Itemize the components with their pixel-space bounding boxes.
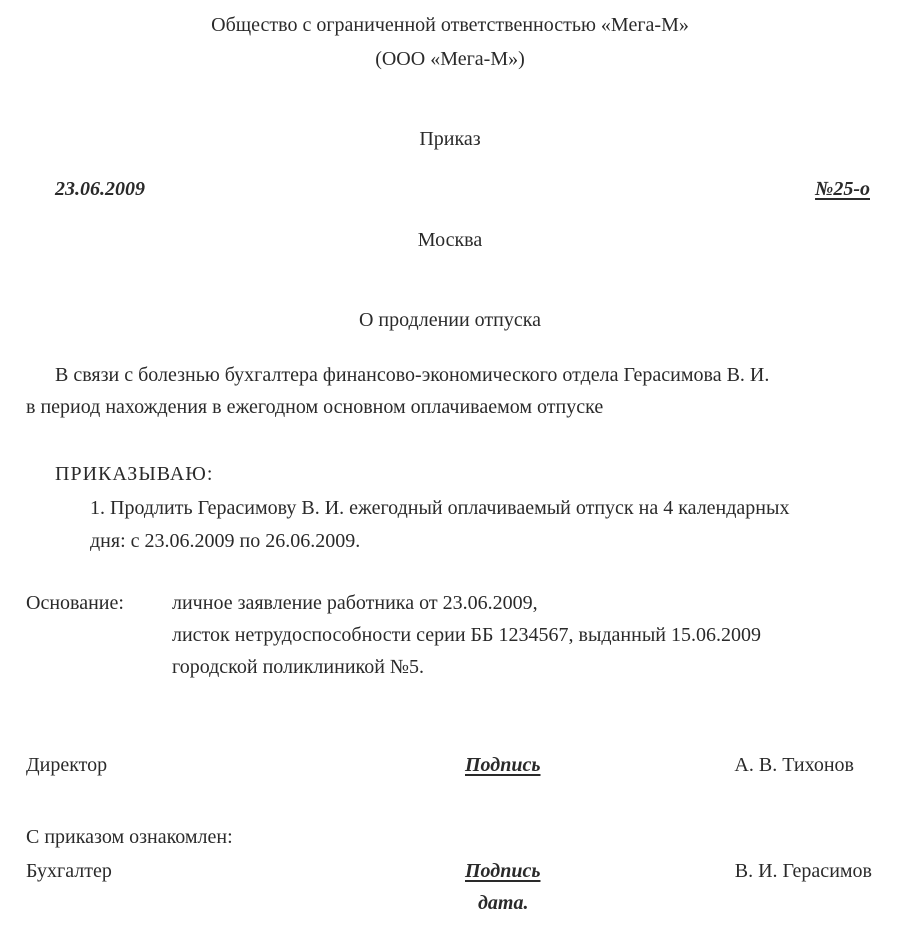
basis-line-1: личное заявление работника от 23.06.2009, <box>172 592 538 614</box>
basis-line-3: городской поликлиникой №5. <box>172 656 425 678</box>
acknowledgement-label: С приказом ознакомлен: <box>26 826 233 848</box>
accountant-signature: Подпись <box>465 860 541 882</box>
basis-label: Основание: <box>26 592 124 614</box>
order-date: 23.06.2009 <box>55 178 145 200</box>
director-role: Директор <box>26 754 108 776</box>
director-name: А. В. Тихонов <box>734 754 854 776</box>
preamble-line-2: в период нахождения в ежегодном основном оплачиваемом отпуске <box>26 396 604 418</box>
org-full-name: Общество с ограниченной ответственностью «Мега-М» <box>211 14 689 36</box>
order-city: Москва <box>417 229 483 251</box>
basis-line-2: листок нетрудоспособности серии ББ 1234567, выданный 15.06.2009 <box>172 624 761 646</box>
org-short-name: (ООО «Мега-М») <box>375 48 525 70</box>
accountant-role: Бухгалтер <box>26 860 112 882</box>
accountant-name: В. И. Герасимов <box>734 860 872 882</box>
order-item-1-line-1: 1. Продлить Герасимову В. И. ежегодный оплачиваемый отпуск на 4 календарных <box>90 497 790 519</box>
order-title: Приказ <box>419 128 481 150</box>
order-item-1-line-2: дня: с 23.06.2009 по 26.06.2009. <box>90 530 361 552</box>
order-number: №25-о <box>815 178 870 200</box>
order-command: ПРИКАЗЫВАЮ: <box>55 463 214 485</box>
director-signature: Подпись <box>465 754 541 776</box>
order-subject: О продлении отпуска <box>358 309 542 331</box>
accountant-date: дата. <box>478 892 529 914</box>
preamble-line-1: В связи с болезнью бухгалтера финансово-экономического отдела Герасимова В. И. <box>55 364 770 386</box>
